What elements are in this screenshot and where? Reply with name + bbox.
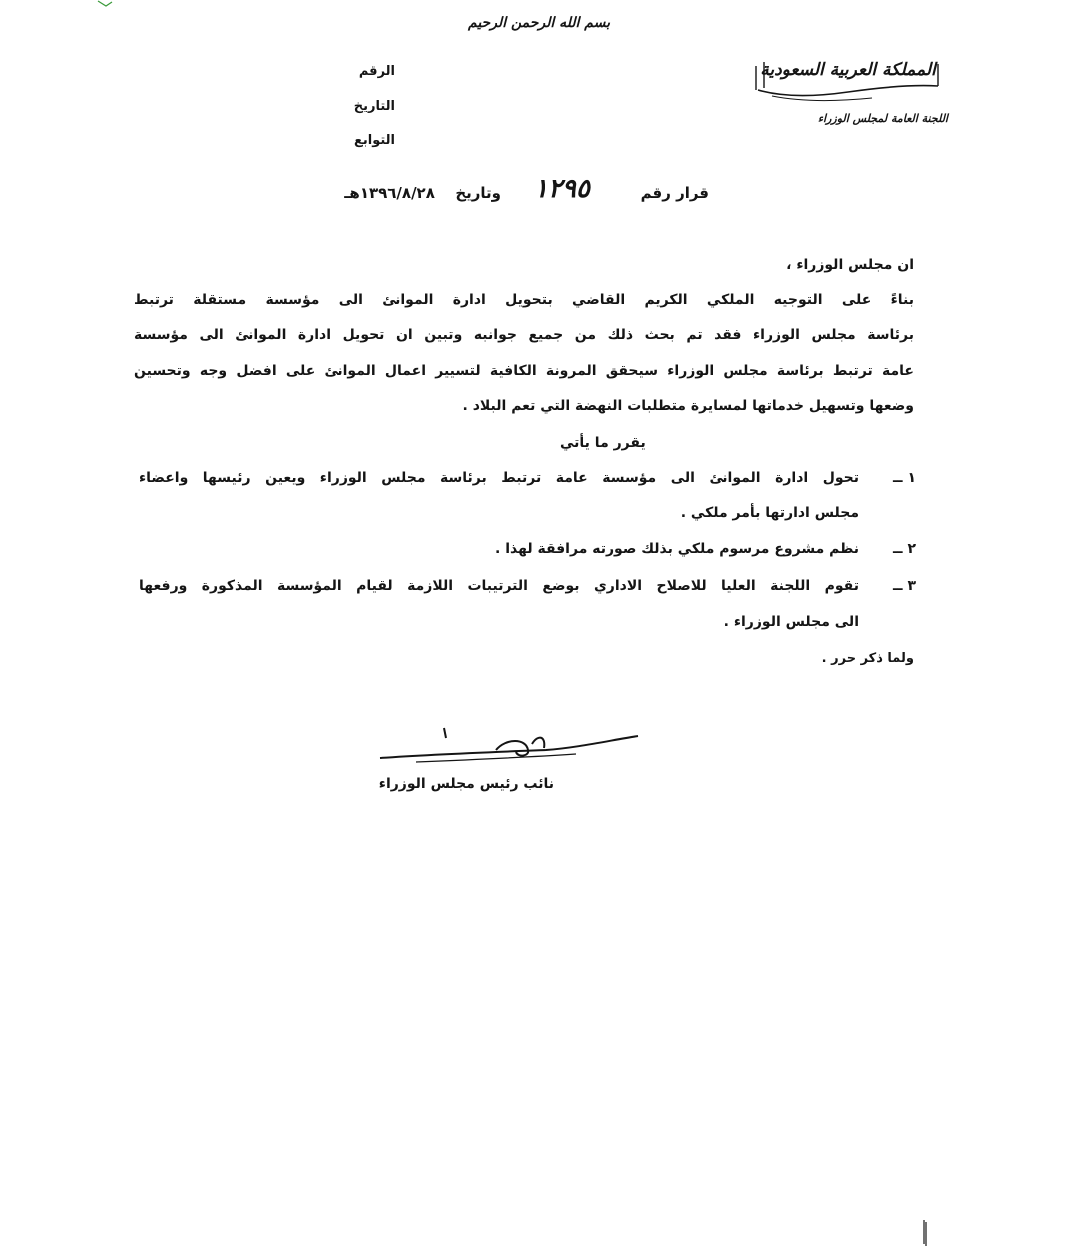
body-line: بناءً على التوجيه الملكي الكريم القاضي بتحويل ادارة الموانئ الى مؤسسة مستقلة ترتبط — [134, 292, 914, 308]
item-text-continued: الى مجلس الوزراء . — [723, 614, 859, 630]
body-line: عامة ترتبط برئاسة مجلس الوزراء سيحقق المرونة الكافية لتسيير اعمال الموانئ على افضل وجه وتحسين — [134, 363, 914, 379]
item-text: تحول ادارة الموانئ الى مؤسسة عامة ترتبط برئاسة مجلس الوزراء ويعين رئيسها واعضاء — [139, 470, 859, 486]
corner-mark — [96, 0, 114, 10]
bismillah: بسم الله الرحمن الرحيم — [468, 15, 610, 31]
committee-name: اللجنة العامة لمجلس الوزراء — [817, 112, 948, 125]
decision-number: ١٢٩٥ — [534, 174, 590, 204]
attachments-field-label: التوابع — [353, 133, 395, 148]
decision-date-label: وتاريخ — [455, 184, 501, 202]
body-line: برئاسة مجلس الوزراء فقد تم بحث ذلك من جميع جوانبه وتبين ان تحويل ادارة الموانئ الى مؤسسة — [134, 327, 914, 343]
margin-bracket — [918, 1218, 928, 1247]
item-text: نظم مشروع مرسوم ملكي بذلك صورته مرافقة لهذا . — [495, 541, 859, 557]
decision-label: قرار رقم — [640, 184, 709, 202]
item-number: ٢ ــ — [893, 541, 916, 557]
item-number: ٣ ــ — [893, 578, 916, 594]
body-last-line: وضعها وتسهيل خدماتها لمسايرة متطلبات النهضة التي تعم البلاد . — [462, 398, 914, 414]
signatory-title: نائب رئيس مجلس الوزراء — [378, 776, 554, 792]
body-opening: ان مجلس الوزراء ، — [786, 257, 914, 273]
decision-date-value: ١٣٩٦/٨/٢٨هـ — [344, 184, 435, 202]
number-field-label: الرقم — [358, 64, 395, 79]
kingdom-name: المملكة العربية السعودية — [760, 60, 936, 80]
decides-heading: يقرر ما يأتي — [560, 435, 646, 451]
handwritten-signature — [376, 724, 642, 774]
item-text: تقوم اللجنة العليا للاصلاح الاداري بوضع الترتيبات اللازمة لقيام المؤسسة المذكورة ورفعها — [139, 578, 859, 594]
kingdom-logo — [752, 56, 944, 106]
date-field-label: التاريخ — [353, 99, 395, 114]
item-text-continued: مجلس ادارتها بأمر ملكي . — [680, 505, 859, 521]
item-number: ١ ــ — [893, 470, 916, 486]
decision-date — [344, 184, 501, 202]
closing-text: ولما ذكر حرر . — [821, 651, 914, 666]
